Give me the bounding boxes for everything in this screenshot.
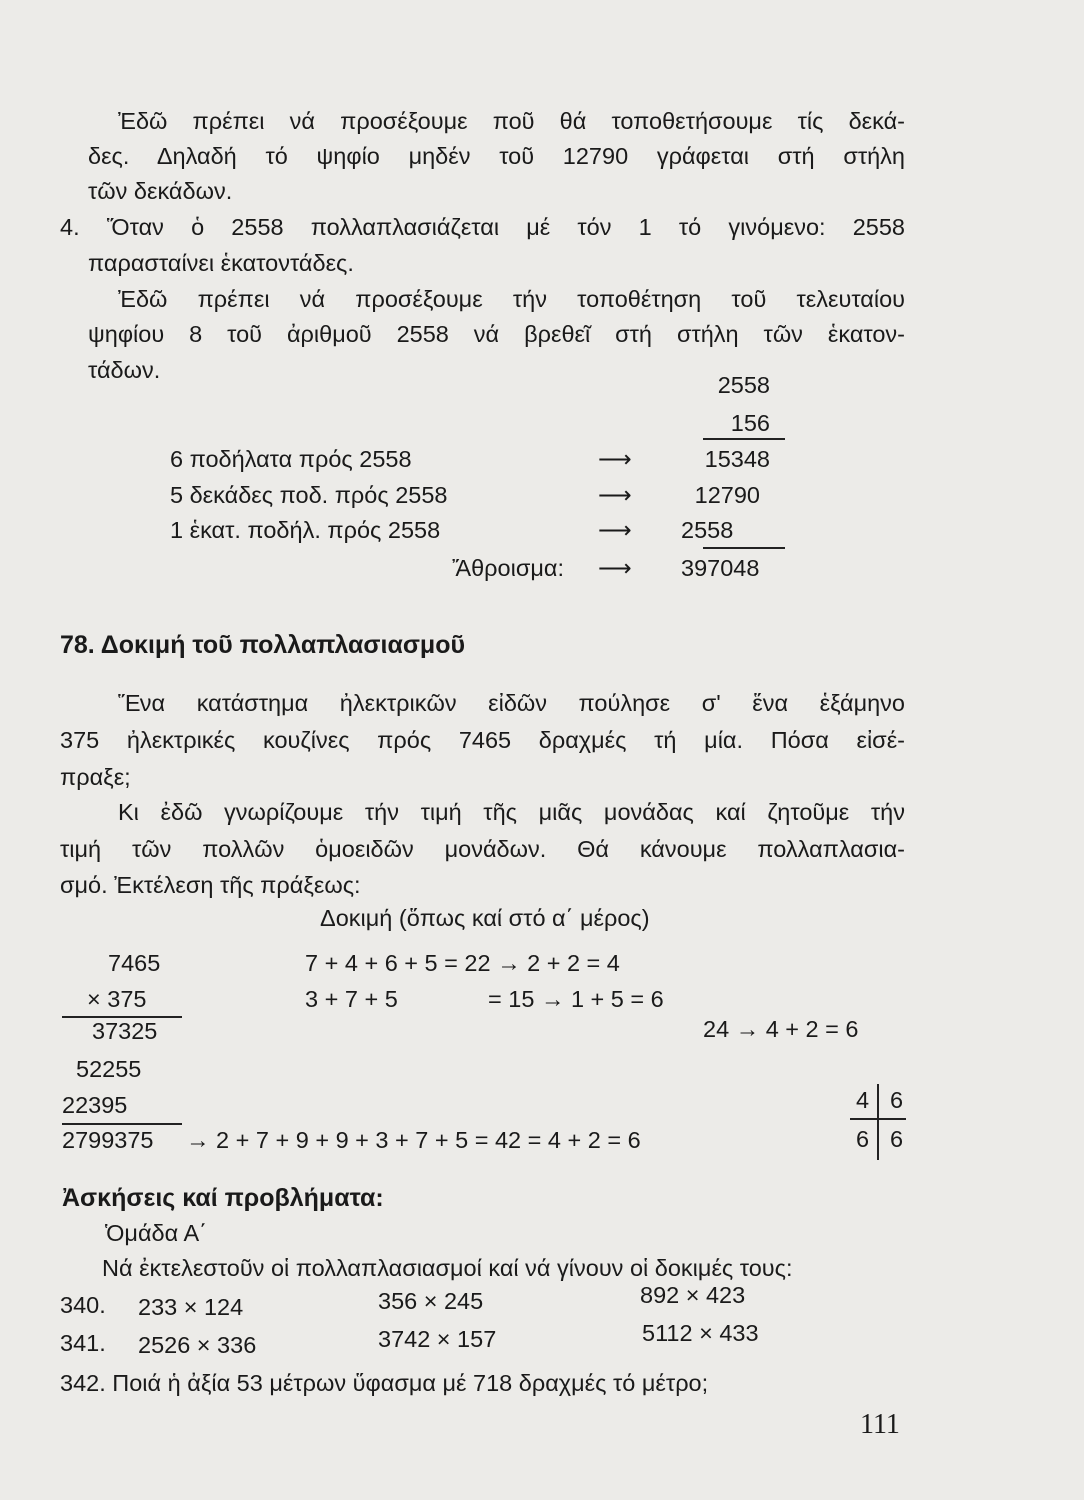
exercise-item: 892 × 423 <box>640 1282 746 1308</box>
cross-digit: 6 <box>890 1087 904 1113</box>
check-line: 3 + 7 + 5 <box>305 986 398 1012</box>
exercises-heading: Ἀσκήσεις καί προβλήματα: <box>62 1184 384 1212</box>
exercise-item: 3742 × 157 <box>378 1326 497 1352</box>
text-line: Ἐδῶ πρέπει νά προσέξουμε τήν τοποθέτηση τοῦ τελευταίου <box>118 286 905 312</box>
calc-multiplicand: 2558 <box>717 372 770 398</box>
rule <box>703 438 785 440</box>
calc-row-value: 2558 <box>681 517 734 543</box>
exercise-item: 356 × 245 <box>378 1288 484 1314</box>
calc-row-value: 12790 <box>694 482 760 508</box>
calc-row-label: 6 ποδήλατα πρός 2558 <box>170 446 412 472</box>
text-line: Ἕνα κατάστημα ἠλεκτρικῶν εἰδῶν πούλησε σ' ἕνα ἑξάμηνο <box>118 690 905 716</box>
sum-label: Ἄθροισμα: <box>452 555 565 581</box>
multiplier: × 375 <box>87 986 147 1012</box>
text-line: παρασταίνει ἑκατοντάδες. <box>88 250 354 276</box>
group-title: Ὁμάδα Α΄ <box>105 1220 207 1246</box>
arrow: ⟶ <box>598 446 632 472</box>
text-line: δες. Δηλαδή τό ψηφίο μηδέν τοῦ 12790 γράφεται στή στήλη <box>88 143 905 169</box>
exercise-item: 2526 × 336 <box>138 1332 257 1358</box>
cross-digit: 6 <box>890 1126 904 1152</box>
calc-row-label: 5 δεκάδες ποδ. πρός 2558 <box>170 482 448 508</box>
check-line: 24 → 4 + 2 = 6 <box>703 1016 859 1042</box>
instruction: Νά ἐκτελεστοῦν οἱ πολλαπλασιασμοί καί νά γίνουν οἱ δοκιμές τους: <box>102 1255 793 1281</box>
exercise-number: 341. <box>60 1330 106 1356</box>
cross-digit: 4 <box>856 1087 870 1113</box>
arrow: ⟶ <box>598 555 632 581</box>
cross-digit: 6 <box>856 1126 870 1152</box>
page-number: 111 <box>860 1409 900 1440</box>
check-line: 7 + 4 + 6 + 5 = 22 → 2 + 2 = 4 <box>305 950 620 976</box>
partial-product: 22395 <box>62 1092 128 1118</box>
check-line: = 15 → 1 + 5 = 6 <box>488 986 664 1012</box>
arrow: ⟶ <box>598 517 632 543</box>
text-line: πραξε; <box>60 764 131 790</box>
text-line: τάδων. <box>88 357 161 383</box>
cross-rule <box>877 1084 879 1160</box>
sum-value: 397048 <box>681 555 760 581</box>
exercise-item: 233 × 124 <box>138 1294 244 1320</box>
text-line: Ἐδῶ πρέπει νά προσέξουμε ποῦ θά τοποθετήσουμε τίς δεκά- <box>118 108 905 134</box>
text-line: σμό. Ἐκτέλεση τῆς πράξεως: <box>60 872 361 898</box>
exercise-number: 340. <box>60 1292 106 1318</box>
arrow: ⟶ <box>598 482 632 508</box>
rule <box>703 547 785 549</box>
exercise-item: 5112 × 433 <box>642 1320 759 1346</box>
calc-row-value: 15348 <box>704 446 770 472</box>
text-line: Κι ἐδῶ γνωρίζουμε τήν τιμή τῆς μιᾶς μονάδας καί ζητοῦμε τήν <box>118 799 905 825</box>
check-line: → 2 + 7 + 9 + 9 + 3 + 7 + 5 = 42 = 4 + 2 = 6 <box>186 1127 641 1153</box>
text-line: 375 ἠλεκτρικές κουζίνες πρός 7465 δραχμές τή μία. Πόσα εἰσέ- <box>60 727 905 753</box>
partial-product: 37325 <box>92 1018 158 1044</box>
problem: 342. Ποιά ἡ ἀξία 53 μέτρων ὕφασμα μέ 718 δραχμές τό μέτρο; <box>60 1370 709 1396</box>
calc-multiplier: 156 <box>730 410 770 436</box>
check-title: Δοκιμή (ὅπως καί στό α΄ μέρος) <box>320 905 650 931</box>
calc-row-label: 1 ἑκατ. ποδήλ. πρός 2558 <box>170 517 441 543</box>
section-heading: 78. Δοκιμή τοῦ πολλαπλασιασμοῦ <box>60 631 466 659</box>
text-line: ψηφίου 8 τοῦ ἀριθμοῦ 2558 νά βρεθεῖ στή στήλη τῶν ἑκατον- <box>88 321 905 347</box>
text-line: τιμή τῶν πολλῶν ὁμοειδῶν μονάδων. Θά κάνουμε πολλαπλασια- <box>60 836 905 862</box>
text-line: τῶν δεκάδων. <box>88 178 233 204</box>
product: 2799375 <box>62 1127 154 1153</box>
multiplicand: 7465 <box>108 950 161 976</box>
partial-product: 52255 <box>76 1056 142 1082</box>
text-line: 4. Ὅταν ὁ 2558 πολλαπλασιάζεται μέ τόν 1 τό γινόμενο: 2558 <box>60 214 905 240</box>
